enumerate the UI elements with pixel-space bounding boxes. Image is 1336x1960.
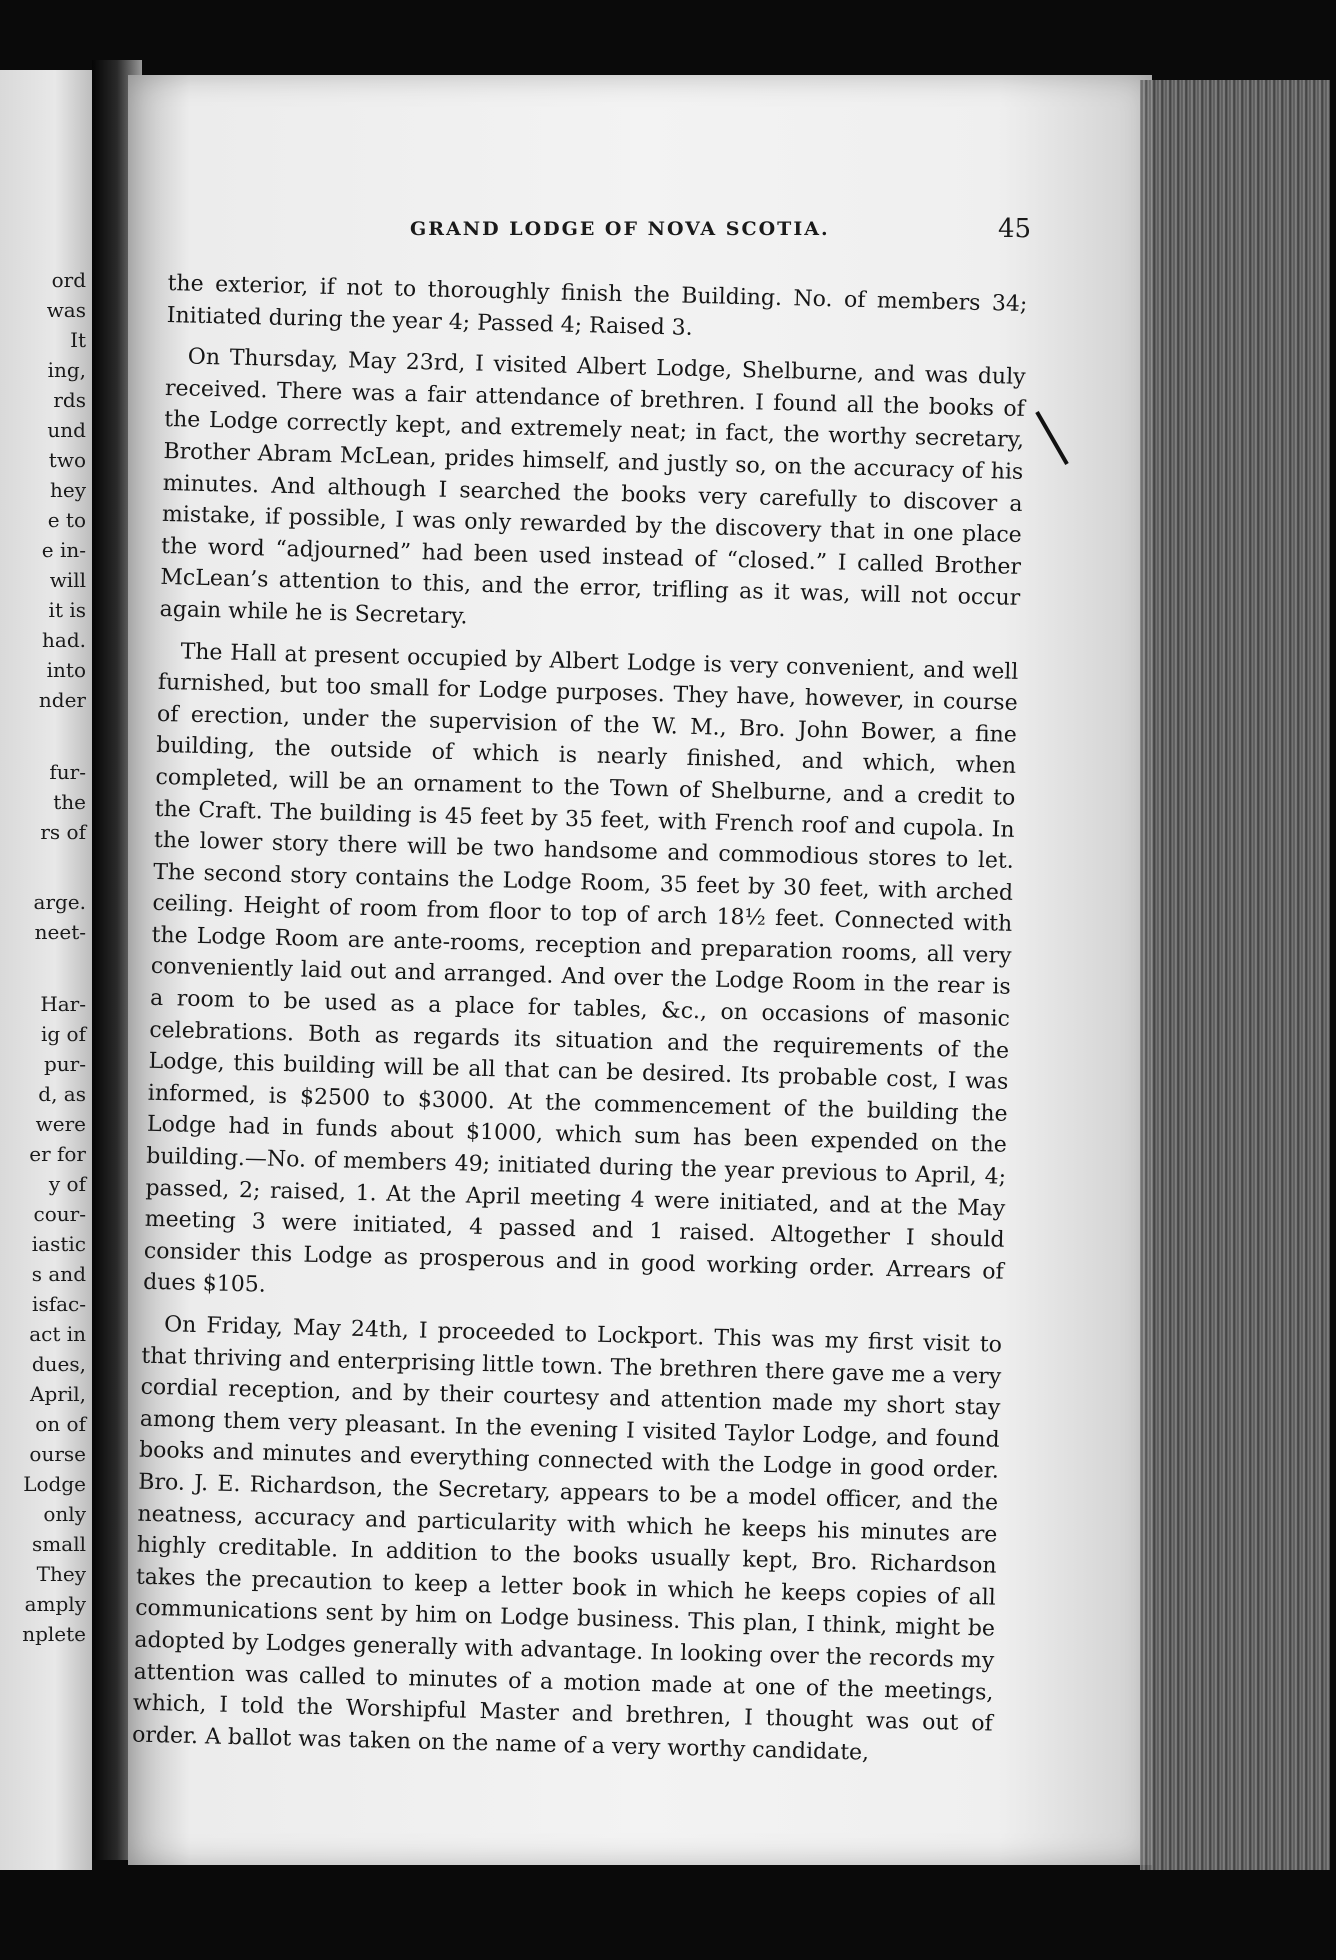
left-fragment-line: und: [47, 418, 86, 442]
left-fragment-line: was: [46, 298, 86, 322]
left-fragment-line: They: [36, 1562, 86, 1586]
left-fragment-line: dues,: [31, 1352, 86, 1376]
left-fragment-line: nplete: [22, 1622, 86, 1646]
paragraph-albert-lodge-hall: The Hall at present occupied by Albert Lodge is very convenient, and well furnished, but too small for Lodge purposes. They have, however, in course of erection, under the supervision of the W. M., Bro. John Bower, a fine building, the outside of which is nearly finished, and which, when completed, will be an ornament to the Town of Shelburne, and a credit to the Craft. The building is 45 feet by 35 feet, with French roof and cupola. In the lower story there will be two handsome and commodious stores to let. The second story contains the Lodge Room, 35 feet by 30 feet, with arched ceiling. Height of room from floor to top of arch 18½ feet. Connected with the Lodge Room are ante-rooms, reception and preparation rooms, all very conveniently laid out and arranged. And over the Lodge Room in the rear is a room to be used as a place for tables, &c., on occasions of masonic celebrations. Both as regards its situation and the requirements of the Lodge, this building will be all that can be desired. Its probable cost, I was informed, is $2500 to $3000. At the commencement of the building the Lodge had in funds about $1000, which sum has been expended on the building.—No. of members 49; initiated during the year previous to April, 4; passed, 2; raised, 1. At the April meeting 4 were initiated, and at the May meeting 3 were initiated, 4 passed and 1 raised. Altogether I should consider this Lodge as prosperous and in good working order. Arrears of dues $105.: [142, 638, 1019, 1299]
left-fragment-line: e in-: [41, 538, 86, 562]
left-fragment-line: y of: [48, 1172, 86, 1196]
left-fragment-line: the: [53, 790, 86, 814]
left-fragment-line: into: [46, 658, 86, 682]
left-fragment-line: April,: [30, 1382, 86, 1406]
paragraph-continuation: the exterior, if not to thoroughly finish the Building. No. of members 34; Initiated during the year 4; Passed 4; Raised 3.: [166, 270, 1028, 341]
left-fragment-line: had.: [42, 628, 86, 652]
left-fragment-line: ig of: [41, 1022, 86, 1046]
left-fragment-line: er for: [29, 1142, 86, 1166]
left-fragment-line: Lodge: [23, 1472, 86, 1496]
left-fragment-line: s and: [31, 1262, 86, 1286]
left-fragment-line: rs of: [40, 820, 86, 844]
left-fragment-line: iastic: [31, 1232, 86, 1256]
running-head: GRAND LODGE OF NOVA SCOTIA.: [410, 218, 830, 240]
left-fragment-line: rds: [53, 388, 86, 412]
left-fragment-line: d, as: [38, 1082, 86, 1106]
left-fragment-line: ing,: [47, 358, 86, 382]
left-fragment-line: act in: [29, 1322, 86, 1346]
left-fragment-line: neet-: [34, 920, 86, 944]
left-fragment-line: on of: [35, 1412, 86, 1436]
left-fragment-line: arge.: [33, 890, 86, 914]
left-fragment-line: e to: [47, 508, 86, 532]
page-body: [132, 268, 1028, 1772]
left-fragment-line: pur-: [43, 1052, 86, 1076]
left-fragment-line: two: [48, 448, 86, 472]
left-fragment-line: isfac-: [32, 1292, 86, 1316]
left-fragment-line: hey: [49, 478, 86, 502]
left-fragment-line: ourse: [29, 1442, 86, 1466]
left-fragment-line: fur-: [49, 760, 86, 784]
left-fragment-line: Har-: [40, 992, 86, 1016]
left-fragment-line: nder: [38, 688, 86, 712]
page-stack-edge: [1140, 80, 1330, 1870]
left-fragment-line: cour-: [33, 1202, 86, 1226]
left-fragment-line: were: [35, 1112, 86, 1136]
left-fragment-line: ord: [51, 268, 86, 292]
left-fragment-line: amply: [24, 1592, 86, 1616]
page-header: [410, 214, 1130, 258]
paragraph-lockport-visit: On Friday, May 24th, I proceeded to Lockport. This was my first visit to that thriving and enterprising little town. The brethren there gave me a very cordial reception, and by their courtesy and attention made my short stay among them very pleasant. In the evening I visited Taylor Lodge, and found books and minutes and everything connected with the Lodge in good order. Bro. J. E. Richardson, the Secretary, appears to be a model officer, and the neatness, accuracy and particularity with which he keeps his minutes are highly creditable. In addition to the books usually kept, Bro. Richardson takes the precaution to keep a letter book in which he keeps copies of all communications sent by him on Lodge business. This plan, I think, might be adopted by Lodges generally with advantage. In looking over the records my attention was called to minutes of a motion made at one of the meetings, which, I told the Worshipful Master and brethren, I thought was out of order. A ballot was taken on the name of a very worthy candidate,: [131, 1312, 1003, 1766]
left-fragment-line: small: [32, 1532, 86, 1556]
previous-page-fragment: [0, 70, 92, 1870]
left-fragment-line: will: [49, 568, 86, 592]
paragraph-albert-lodge-visit: On Thursday, May 23rd, I visited Albert Lodge, Shelburne, and was duly received. There was a fair attendance of brethren. I found all the books of the Lodge correctly kept, and extremely neat; in fact, the worthy secretary, Brother Abram McLean, prides himself, and justly so, on the accuracy of his minutes. And although I searched the books very carefully to discover a mistake, if possible, I was only rewarded by the discovery that in one place the word “adjourned” had been used instead of “closed.” I called Brother McLean’s attention to this, and the error, trifling as it was, will not occur again while he is Secretary.: [159, 344, 1026, 630]
page-number: 45: [998, 214, 1032, 244]
left-fragment-line: it is: [48, 598, 86, 622]
left-fragment-line: only: [43, 1502, 86, 1526]
left-fragment-line: It: [70, 328, 86, 352]
